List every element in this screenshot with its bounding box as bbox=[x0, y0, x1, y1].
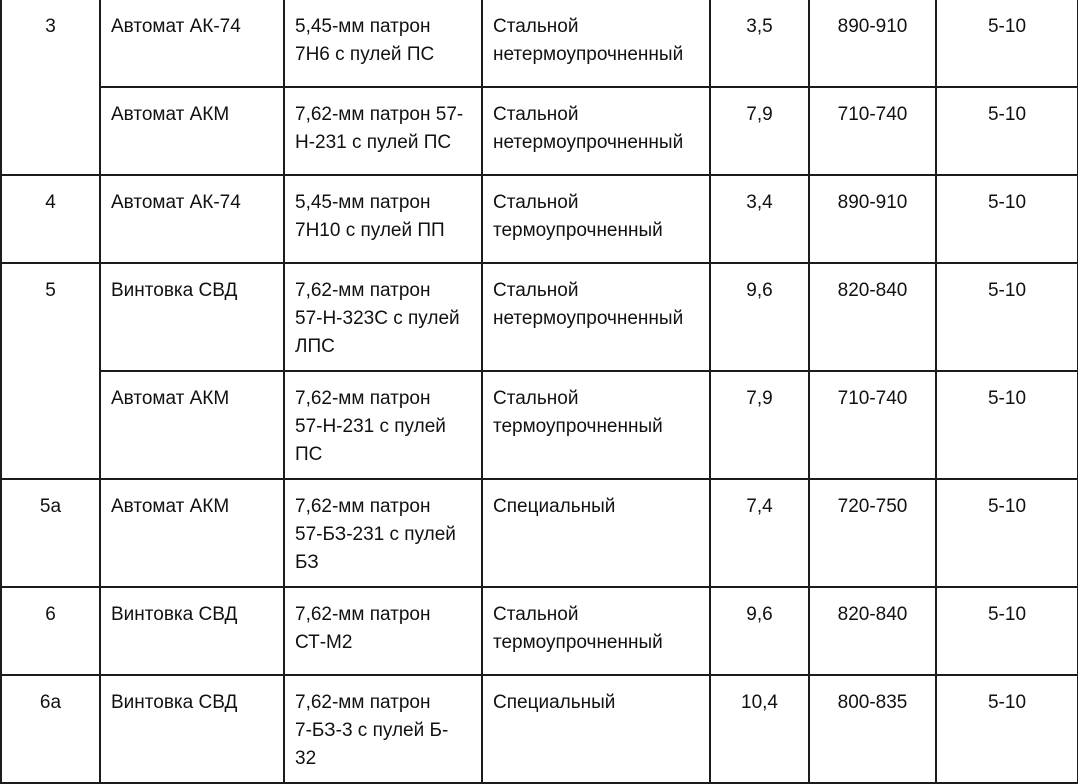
bullet-speed-cell: 710-740 bbox=[809, 87, 936, 175]
core-type-cell bbox=[482, 371, 710, 479]
bullet-mass-cell: 7,9 bbox=[710, 87, 809, 175]
cartridge-line: 7,62-мм патрон bbox=[295, 280, 431, 301]
bullet-mass-cell: 9,6 bbox=[710, 263, 809, 371]
protection-class-cell: 5а bbox=[1, 479, 100, 587]
bullet-speed-cell: 710-740 bbox=[809, 371, 936, 479]
cartridge-cell bbox=[284, 675, 482, 783]
bullet-speed-cell: 820-840 bbox=[809, 587, 936, 675]
core-type-cell bbox=[482, 587, 710, 675]
cartridge-line: СТ-М2 bbox=[295, 632, 353, 653]
cartridge-cell bbox=[284, 263, 482, 371]
cartridge-line: 7,62-мм патрон bbox=[295, 388, 431, 409]
firing-distance-cell: 5-10 bbox=[936, 0, 1078, 87]
bullet-speed-cell: 820-840 bbox=[809, 263, 936, 371]
cartridge-cell bbox=[284, 87, 482, 175]
bullet-mass-cell: 7,4 bbox=[710, 479, 809, 587]
firing-distance-cell: 5-10 bbox=[936, 675, 1078, 783]
protection-class-cell: 5 bbox=[1, 263, 100, 479]
cartridge-line: 32 bbox=[295, 748, 317, 769]
core-type-cell bbox=[482, 479, 710, 587]
bullet-mass-cell: 3,5 bbox=[710, 0, 809, 87]
cartridge-line: 7-БЗ-3 с пулей Б- bbox=[295, 720, 449, 741]
core-line: нетермоупрочненный bbox=[493, 132, 684, 153]
weapon-cell: Автомат АКМ bbox=[100, 87, 284, 175]
protection-class-cell: 6а bbox=[1, 675, 100, 783]
protection-class-cell: 3 bbox=[1, 0, 100, 175]
core-line: Стальной bbox=[493, 604, 579, 625]
core-line: Стальной bbox=[493, 388, 579, 409]
table-row bbox=[1, 675, 1078, 783]
protection-class-cell: 4 bbox=[1, 175, 100, 263]
bullet-speed-cell: 720-750 bbox=[809, 479, 936, 587]
core-line: Стальной bbox=[493, 16, 579, 37]
bullet-speed-cell: 890-910 bbox=[809, 175, 936, 263]
core-type-cell bbox=[482, 87, 710, 175]
cartridge-cell bbox=[284, 175, 482, 263]
cartridge-cell bbox=[284, 0, 482, 87]
core-line: термоупрочненный bbox=[493, 220, 663, 241]
bullet-speed-cell: 890-910 bbox=[809, 0, 936, 87]
weapon-cell: Автомат АКМ bbox=[100, 479, 284, 587]
table-row bbox=[1, 87, 1078, 175]
cartridge-line: БЗ bbox=[295, 552, 319, 573]
table-row bbox=[1, 0, 1078, 87]
cartridge-line: 57-Н-231 с пулей bbox=[295, 416, 446, 437]
cartridge-line: 7Н6 с пулей ПС bbox=[295, 44, 435, 65]
cartridge-cell bbox=[284, 479, 482, 587]
cartridge-line: 7,62-мм патрон bbox=[295, 496, 431, 517]
table-row bbox=[1, 587, 1078, 675]
core-line: Специальный bbox=[493, 692, 616, 713]
table-row bbox=[1, 371, 1078, 479]
weapon-cell: Автомат АК-74 bbox=[100, 175, 284, 263]
table-row bbox=[1, 263, 1078, 371]
bullet-mass-cell: 10,4 bbox=[710, 675, 809, 783]
core-line: Специальный bbox=[493, 496, 616, 517]
cartridge-line: ЛПС bbox=[295, 336, 335, 357]
core-type-cell bbox=[482, 175, 710, 263]
cartridge-cell bbox=[284, 371, 482, 479]
firing-distance-cell: 5-10 bbox=[936, 479, 1078, 587]
table-row bbox=[1, 175, 1078, 263]
core-type-cell bbox=[482, 0, 710, 87]
cartridge-line: Н-231 с пулей ПС bbox=[295, 132, 452, 153]
core-line: Стальной bbox=[493, 104, 579, 125]
weapon-cell: Винтовка СВД bbox=[100, 263, 284, 371]
firing-distance-cell: 5-10 bbox=[936, 87, 1078, 175]
core-line: Стальной bbox=[493, 192, 579, 213]
cartridge-line: 5,45-мм патрон bbox=[295, 192, 431, 213]
cartridge-line: 7,62-мм патрон 57- bbox=[295, 104, 464, 125]
firing-distance-cell: 5-10 bbox=[936, 371, 1078, 479]
core-line: нетермоупрочненный bbox=[493, 44, 684, 65]
weapon-cell: Винтовка СВД bbox=[100, 587, 284, 675]
core-line: нетермоупрочненный bbox=[493, 308, 684, 329]
cartridge-line: 7,62-мм патрон bbox=[295, 604, 431, 625]
weapon-cell: Автомат АК-74 bbox=[100, 0, 284, 87]
weapon-cell: Автомат АКМ bbox=[100, 371, 284, 479]
cartridge-line: 57-Н-323С с пулей bbox=[295, 308, 460, 329]
core-type-cell bbox=[482, 675, 710, 783]
core-line: термоупрочненный bbox=[493, 416, 663, 437]
bullet-mass-cell: 9,6 bbox=[710, 587, 809, 675]
cartridge-cell bbox=[284, 587, 482, 675]
core-line: Стальной bbox=[493, 280, 579, 301]
firing-distance-cell: 5-10 bbox=[936, 175, 1078, 263]
table-row bbox=[1, 479, 1078, 587]
weapon-cell: Винтовка СВД bbox=[100, 675, 284, 783]
bullet-mass-cell: 7,9 bbox=[710, 371, 809, 479]
cartridge-line: 7,62-мм патрон bbox=[295, 692, 431, 713]
firing-distance-cell: 5-10 bbox=[936, 587, 1078, 675]
protection-class-cell: 6 bbox=[1, 587, 100, 675]
core-line: термоупрочненный bbox=[493, 632, 663, 653]
bullet-mass-cell: 3,4 bbox=[710, 175, 809, 263]
firing-distance-cell: 5-10 bbox=[936, 263, 1078, 371]
cartridge-line: 57-БЗ-231 с пулей bbox=[295, 524, 456, 545]
cartridge-line: 5,45-мм патрон bbox=[295, 16, 431, 37]
cartridge-line: ПС bbox=[295, 444, 323, 465]
cartridge-line: 7Н10 с пулей ПП bbox=[295, 220, 445, 241]
core-type-cell bbox=[482, 263, 710, 371]
bullet-speed-cell: 800-835 bbox=[809, 675, 936, 783]
